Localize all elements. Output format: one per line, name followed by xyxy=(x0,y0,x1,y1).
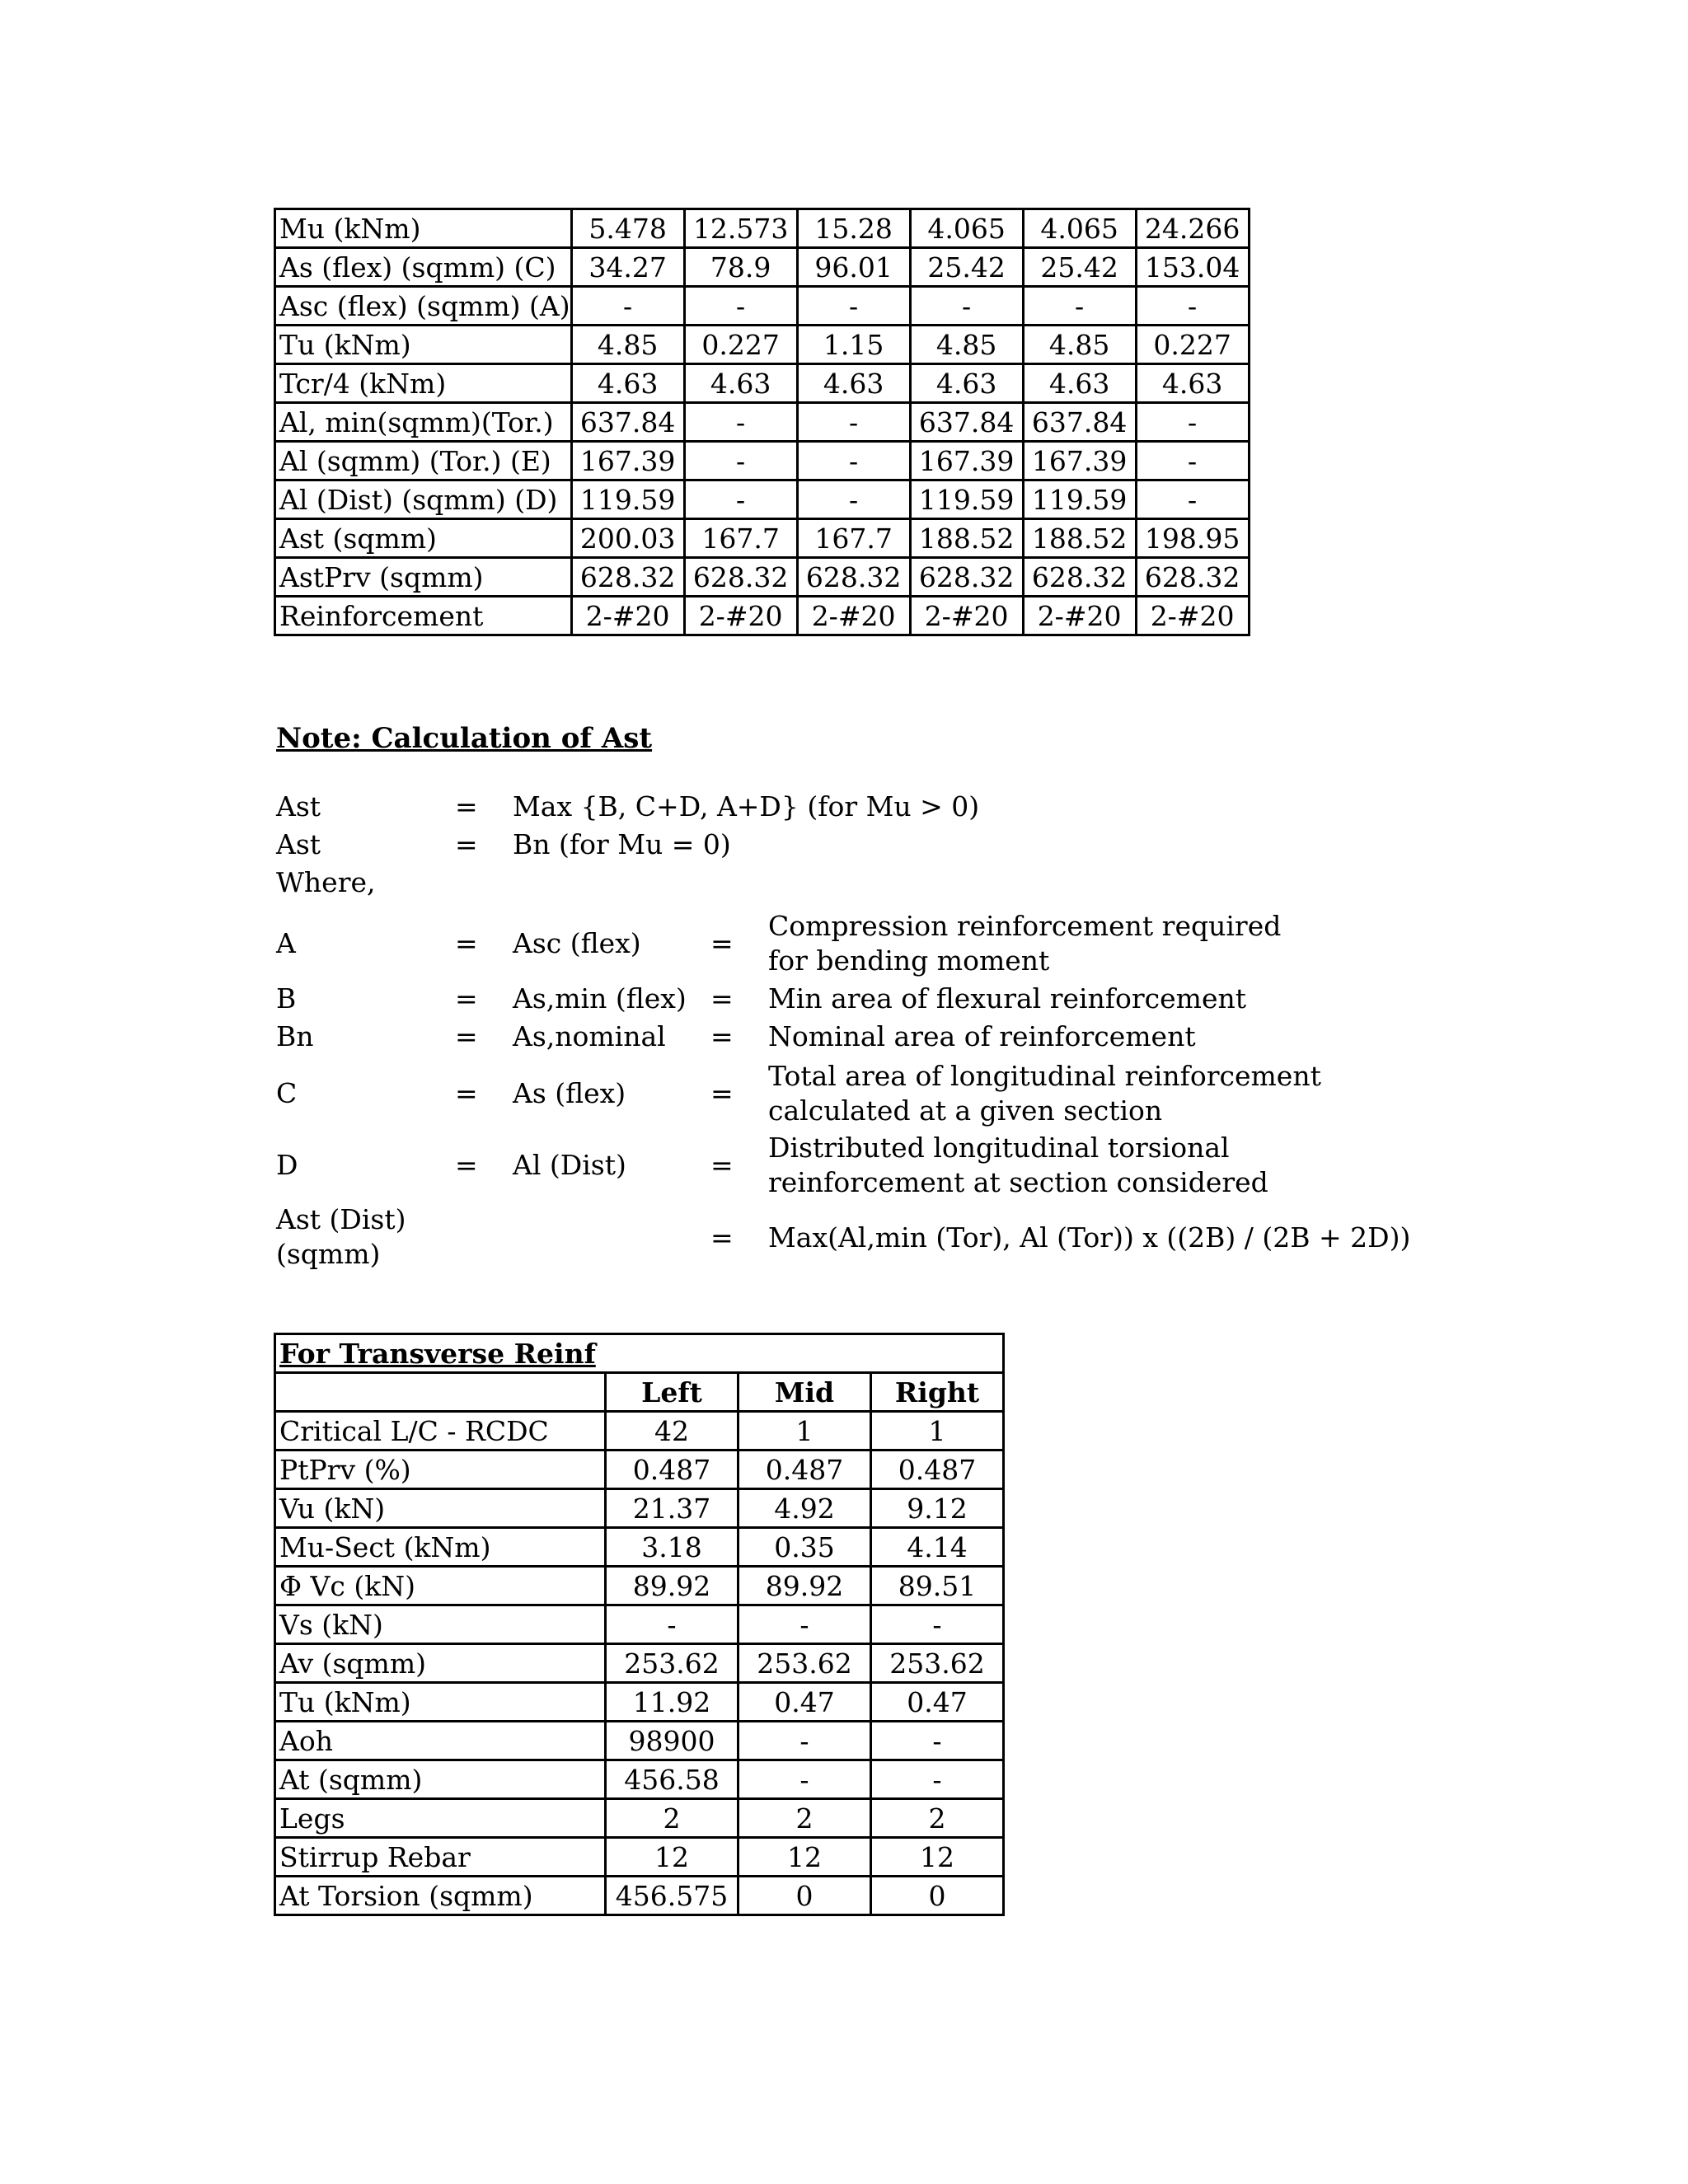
table-cell: 456.58 xyxy=(606,1760,738,1799)
table-cell: 12 xyxy=(738,1838,871,1877)
equals-sign: = xyxy=(455,828,478,860)
table-cell: 21.37 xyxy=(606,1489,738,1528)
table-title-row xyxy=(275,1334,1004,1373)
table-cell: 25.42 xyxy=(1023,248,1136,287)
table-cell: 1 xyxy=(871,1412,1004,1451)
table-cell: - xyxy=(797,480,910,519)
def-term: As,min (flex) xyxy=(513,982,687,1015)
table-cell: 1 xyxy=(738,1412,871,1451)
row-label: Al (Dist) (sqmm) (D) xyxy=(275,480,572,519)
table-cell: - xyxy=(606,1605,738,1644)
table-cell: 0.227 xyxy=(1136,326,1249,364)
table-cell: - xyxy=(797,403,910,442)
table-cell: 24.266 xyxy=(1136,209,1249,248)
equals-sign: = xyxy=(455,790,478,823)
equals-sign: = xyxy=(710,1077,734,1109)
row-label: Critical L/C - RCDC xyxy=(275,1412,606,1451)
table-cell: 637.84 xyxy=(910,403,1023,442)
flexural-reinforcement-table xyxy=(274,208,1250,636)
table-cell: - xyxy=(738,1722,871,1760)
def-symbol: C xyxy=(276,1077,298,1109)
table-cell: - xyxy=(738,1760,871,1799)
table-cell: 34.27 xyxy=(571,248,684,287)
table-cell: 637.84 xyxy=(571,403,684,442)
ast-formula-1: Max {B, C+D, A+D} (for Mu > 0) xyxy=(513,790,980,823)
table-cell: 119.59 xyxy=(571,480,684,519)
row-label: Tcr/4 (kNm) xyxy=(275,364,572,403)
table-cell: 153.04 xyxy=(1136,248,1249,287)
table-cell: 2 xyxy=(871,1799,1004,1838)
table-row xyxy=(275,1644,1004,1683)
column-header-left: Left xyxy=(606,1373,738,1412)
table-cell: 0.35 xyxy=(738,1528,871,1567)
table-cell: - xyxy=(684,287,797,326)
table-cell: 628.32 xyxy=(1023,558,1136,597)
table-row xyxy=(275,287,1250,326)
table-cell: - xyxy=(871,1760,1004,1799)
table-row xyxy=(275,1451,1004,1489)
row-label: Tu (kNm) xyxy=(275,1683,606,1722)
table-cell: - xyxy=(684,480,797,519)
table-row xyxy=(275,1489,1004,1528)
table-cell: 42 xyxy=(606,1412,738,1451)
table-cell: - xyxy=(1136,480,1249,519)
table-row xyxy=(275,1760,1004,1799)
table-cell: 4.63 xyxy=(684,364,797,403)
where-label: Where, xyxy=(276,866,376,898)
table-row xyxy=(275,1528,1004,1567)
table-cell: 2 xyxy=(738,1799,871,1838)
table-cell: 4.63 xyxy=(910,364,1023,403)
table-row xyxy=(275,1877,1004,1915)
def-description: Total area of longitudinal reinforcement calculated at a given section xyxy=(768,1060,1321,1127)
table-cell: 78.9 xyxy=(684,248,797,287)
table-row xyxy=(275,1722,1004,1760)
equals-sign: = xyxy=(455,1020,478,1052)
table-cell: 0.227 xyxy=(684,326,797,364)
def-term: As (flex) xyxy=(513,1077,626,1109)
table-cell: 98900 xyxy=(606,1722,738,1760)
table-cell: 0 xyxy=(738,1877,871,1915)
table-cell: 4.63 xyxy=(1136,364,1249,403)
row-label: Tu (kNm) xyxy=(275,326,572,364)
table-cell: 628.32 xyxy=(1136,558,1249,597)
table-row xyxy=(275,209,1250,248)
table-row xyxy=(275,1799,1004,1838)
table-header-row xyxy=(275,1373,1004,1412)
table-cell: 2-#20 xyxy=(797,597,910,635)
def-symbol: B xyxy=(276,982,297,1015)
row-label: Vs (kN) xyxy=(275,1605,606,1644)
table-cell: 0.47 xyxy=(738,1683,871,1722)
table-cell: - xyxy=(1136,442,1249,480)
table-cell: 2-#20 xyxy=(910,597,1023,635)
def-symbol: Bn xyxy=(276,1020,314,1052)
table-cell: 167.39 xyxy=(1023,442,1136,480)
table-cell: 2-#20 xyxy=(1023,597,1136,635)
table-cell: 119.59 xyxy=(910,480,1023,519)
def-term: Al (Dist) xyxy=(513,1149,626,1181)
table-cell: 4.065 xyxy=(1023,209,1136,248)
table-cell: 628.32 xyxy=(684,558,797,597)
ast-label-2: Ast xyxy=(276,828,321,860)
table-cell: 15.28 xyxy=(797,209,910,248)
equals-sign: = xyxy=(710,982,734,1015)
table-cell: 0.487 xyxy=(738,1451,871,1489)
table-cell: 4.065 xyxy=(910,209,1023,248)
equals-sign: = xyxy=(455,927,478,959)
table-row xyxy=(275,1567,1004,1605)
table-row xyxy=(275,1838,1004,1877)
table-cell: 4.63 xyxy=(571,364,684,403)
row-label: Aoh xyxy=(275,1722,606,1760)
table-cell: 253.62 xyxy=(606,1644,738,1683)
table-row xyxy=(275,364,1250,403)
table-cell: - xyxy=(797,442,910,480)
equals-sign: = xyxy=(710,1149,734,1181)
row-label: AstPrv (sqmm) xyxy=(275,558,572,597)
def-description: Nominal area of reinforcement xyxy=(768,1020,1196,1052)
ast-dist-formula: Max(Al,min (Tor), Al (Tor)) x ((2B) / (2B + 2D)) xyxy=(768,1221,1411,1254)
table-row xyxy=(275,326,1250,364)
table-cell: - xyxy=(910,287,1023,326)
equals-sign: = xyxy=(710,927,734,959)
table-cell: 0.47 xyxy=(871,1683,1004,1722)
table-cell: 4.85 xyxy=(910,326,1023,364)
table-row xyxy=(275,480,1250,519)
table-cell: 2-#20 xyxy=(684,597,797,635)
header-blank-cell xyxy=(275,1373,606,1412)
table-cell: 2-#20 xyxy=(571,597,684,635)
table-cell: 89.92 xyxy=(738,1567,871,1605)
table-cell: 12 xyxy=(606,1838,738,1877)
table-cell: 637.84 xyxy=(1023,403,1136,442)
table-cell: 628.32 xyxy=(797,558,910,597)
table-cell: - xyxy=(1023,287,1136,326)
table-cell: 0.487 xyxy=(606,1451,738,1489)
table-row xyxy=(275,1412,1004,1451)
table-cell: 4.85 xyxy=(571,326,684,364)
column-header-mid: Mid xyxy=(738,1373,871,1412)
table-cell: - xyxy=(571,287,684,326)
table-cell: 1.15 xyxy=(797,326,910,364)
table-cell: 119.59 xyxy=(1023,480,1136,519)
table-cell: 167.7 xyxy=(797,519,910,558)
def-description: Min area of flexural reinforcement xyxy=(768,982,1247,1015)
row-label: Asc (flex) (sqmm) (A) xyxy=(275,287,572,326)
table-cell: 4.14 xyxy=(871,1528,1004,1567)
table-cell: 253.62 xyxy=(871,1644,1004,1683)
table-cell: - xyxy=(1136,287,1249,326)
table-cell: 0 xyxy=(871,1877,1004,1915)
row-label: Φ Vc (kN) xyxy=(275,1567,606,1605)
table-cell: 12.573 xyxy=(684,209,797,248)
def-symbol: D xyxy=(276,1149,298,1181)
table-row xyxy=(275,442,1250,480)
row-label: Av (sqmm) xyxy=(275,1644,606,1683)
table-cell: - xyxy=(738,1605,871,1644)
column-header-right: Right xyxy=(871,1373,1004,1412)
equals-sign: = xyxy=(710,1221,734,1254)
equals-sign: = xyxy=(710,1020,734,1052)
equals-sign: = xyxy=(455,1149,478,1181)
table-cell: 3.18 xyxy=(606,1528,738,1567)
table-cell: 198.95 xyxy=(1136,519,1249,558)
table-title: For Transverse Reinf xyxy=(275,1334,1004,1373)
table-cell: 4.92 xyxy=(738,1489,871,1528)
row-label: Al (sqmm) (Tor.) (E) xyxy=(275,442,572,480)
table-row xyxy=(275,519,1250,558)
table-cell: 25.42 xyxy=(910,248,1023,287)
row-label: PtPrv (%) xyxy=(275,1451,606,1489)
table-cell: 5.478 xyxy=(571,209,684,248)
row-label: Stirrup Rebar xyxy=(275,1838,606,1877)
row-label: Al, min(sqmm)(Tor.) xyxy=(275,403,572,442)
equals-sign: = xyxy=(455,1077,478,1109)
table-row xyxy=(275,597,1250,635)
table-row xyxy=(275,558,1250,597)
table-cell: 89.51 xyxy=(871,1567,1004,1605)
table-row xyxy=(275,1605,1004,1644)
def-description: Compression reinforcement required for bending moment xyxy=(768,910,1282,977)
table-cell: 0.487 xyxy=(871,1451,1004,1489)
row-label: Legs xyxy=(275,1799,606,1838)
def-symbol: A xyxy=(276,927,296,959)
table-cell: 167.39 xyxy=(571,442,684,480)
table-cell: 167.39 xyxy=(910,442,1023,480)
table-cell: 2 xyxy=(606,1799,738,1838)
table-cell: 628.32 xyxy=(571,558,684,597)
table-cell: 96.01 xyxy=(797,248,910,287)
table-cell: - xyxy=(684,442,797,480)
table-cell: 11.92 xyxy=(606,1683,738,1722)
table-cell: 2-#20 xyxy=(1136,597,1249,635)
row-label: Mu (kNm) xyxy=(275,209,572,248)
row-label: At Torsion (sqmm) xyxy=(275,1877,606,1915)
table-cell: 253.62 xyxy=(738,1644,871,1683)
row-label: Ast (sqmm) xyxy=(275,519,572,558)
row-label: Mu-Sect (kNm) xyxy=(275,1528,606,1567)
row-label: As (flex) (sqmm) (C) xyxy=(275,248,572,287)
row-label: Reinforcement xyxy=(275,597,572,635)
row-label: Vu (kN) xyxy=(275,1489,606,1528)
table-cell: - xyxy=(684,403,797,442)
table-cell: 200.03 xyxy=(571,519,684,558)
table-cell: 4.63 xyxy=(797,364,910,403)
table-row xyxy=(275,1683,1004,1722)
table-cell: 9.12 xyxy=(871,1489,1004,1528)
transverse-reinforcement-table xyxy=(274,1333,1005,1916)
table-cell: 4.85 xyxy=(1023,326,1136,364)
table-cell: 188.52 xyxy=(910,519,1023,558)
table-cell: 456.575 xyxy=(606,1877,738,1915)
table-cell: 12 xyxy=(871,1838,1004,1877)
table-cell: - xyxy=(797,287,910,326)
row-label: At (sqmm) xyxy=(275,1760,606,1799)
table-cell: 167.7 xyxy=(684,519,797,558)
ast-dist-label: Ast (Dist) (sqmm) xyxy=(276,1203,406,1270)
def-description: Distributed longitudinal torsional reinforcement at section considered xyxy=(768,1132,1268,1198)
def-term: Asc (flex) xyxy=(513,927,641,959)
table-cell: 89.92 xyxy=(606,1567,738,1605)
table-cell: 628.32 xyxy=(910,558,1023,597)
table-cell: - xyxy=(871,1722,1004,1760)
def-term: As,nominal xyxy=(513,1020,666,1052)
equals-sign: = xyxy=(455,982,478,1015)
table-row xyxy=(275,248,1250,287)
ast-label-1: Ast xyxy=(276,790,321,823)
table-cell: - xyxy=(871,1605,1004,1644)
table-row xyxy=(275,403,1250,442)
table-cell: 188.52 xyxy=(1023,519,1136,558)
table-cell: - xyxy=(1136,403,1249,442)
ast-formula-2: Bn (for Mu = 0) xyxy=(513,828,731,860)
note-title: Note: Calculation of Ast xyxy=(276,722,653,755)
table-cell: 4.63 xyxy=(1023,364,1136,403)
